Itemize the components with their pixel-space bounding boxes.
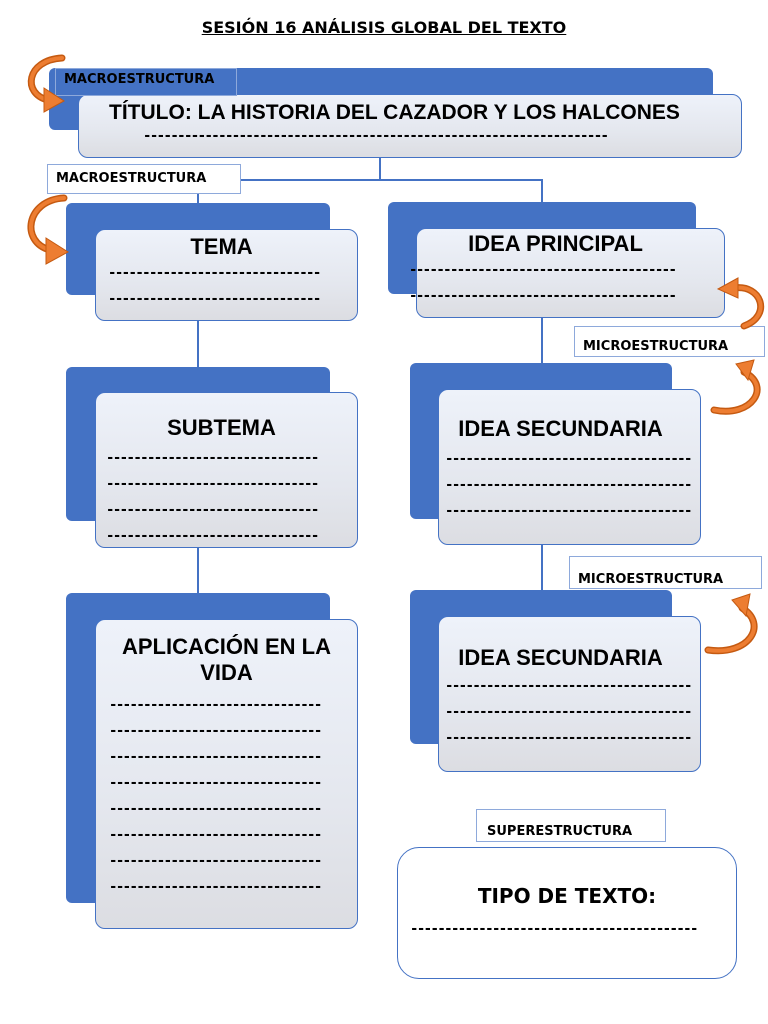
idea-principal-heading: IDEA PRINCIPAL — [468, 231, 643, 256]
aplicacion-heading-line-2: VIDA — [200, 660, 253, 685]
idea-principal-line-1: --------------------------------------- — [409, 262, 676, 278]
aplicacion-line-1: ------------------------------- — [109, 697, 321, 713]
aplicacion-line-6: ------------------------------- — [109, 827, 321, 843]
subtema-line-3: ------------------------------- — [106, 502, 318, 518]
title-box — [78, 94, 742, 158]
title-box-heading: TÍTULO: LA HISTORIA DEL CAZADOR Y LOS HALCONES — [109, 101, 680, 124]
subtema-line-1: ------------------------------- — [106, 450, 318, 466]
idea-secundaria-1-heading: IDEA SECUNDARIA — [458, 416, 663, 441]
tema-line-2: ------------------------------- — [108, 291, 320, 307]
idea-secundaria-1-line-3: ------------------------------------ — [445, 503, 691, 519]
idea-secundaria-1-box — [438, 389, 701, 545]
curved-arrow-icon-idea-principal — [712, 276, 768, 332]
tema-heading: TEMA — [190, 234, 253, 259]
aplicacion-line-4: ------------------------------- — [109, 775, 321, 791]
aplicacion-line-7: ------------------------------- — [109, 853, 321, 869]
idea-secundaria-2-line-1: ------------------------------------ — [445, 678, 691, 694]
subtema-heading: SUBTEMA — [167, 415, 276, 440]
aplicacion-line-3: ------------------------------- — [109, 749, 321, 765]
title-box-line: -------------------------------------------------------------------- — [143, 128, 608, 144]
tipo-texto-line: ------------------------------------------ — [410, 921, 697, 937]
aplicacion-line-2: ------------------------------- — [109, 723, 321, 739]
subtema-line-4: ------------------------------- — [106, 528, 318, 544]
aplicacion-heading-line-1: APLICACIÓN EN LA — [122, 634, 331, 659]
connector-horizontal-top — [197, 179, 542, 181]
idea-principal-box — [409, 228, 725, 318]
aplicacion-line-8: ------------------------------- — [109, 879, 321, 895]
macroestructura-top-label: MACROESTRUCTURA — [55, 68, 237, 96]
superestructura-label: SUPERESTRUCTURA — [476, 809, 666, 842]
tema-line-1: ------------------------------- — [108, 265, 320, 281]
idea-secundaria-2-line-3: ------------------------------------ — [445, 730, 691, 746]
microestructura-label-2: MICROESTRUCTURA — [569, 556, 762, 589]
connector-title-down — [379, 156, 381, 180]
connector-ip-is1 — [541, 318, 543, 364]
curved-arrow-icon-idea-secundaria-1 — [708, 356, 768, 422]
connector-tema-subtema — [197, 320, 199, 368]
curved-arrow-icon-idea-secundaria-2 — [702, 590, 764, 660]
subtema-line-2: ------------------------------- — [106, 476, 318, 492]
idea-secundaria-2-heading: IDEA SECUNDARIA — [458, 645, 663, 670]
connector-subtema-aplicacion — [197, 547, 199, 595]
tema-box — [95, 229, 358, 321]
subtema-box — [95, 392, 358, 548]
tipo-texto-box — [397, 847, 737, 979]
page-title: SESIÓN 16 ANÁLISIS GLOBAL DEL TEXTO — [201, 18, 567, 37]
macroestructura-left-label: MACROESTRUCTURA — [47, 164, 241, 194]
tipo-texto-heading: TIPO DE TEXTO: — [477, 884, 657, 908]
connector-is1-is2 — [541, 545, 543, 591]
idea-principal-line-2: --------------------------------------- — [409, 288, 676, 304]
aplicacion-box — [95, 619, 358, 929]
idea-secundaria-2-line-2: ------------------------------------ — [445, 704, 691, 720]
aplicacion-line-5: ------------------------------- — [109, 801, 321, 817]
idea-secundaria-1-line-2: ------------------------------------ — [445, 477, 691, 493]
microestructura-label-1: MICROESTRUCTURA — [574, 326, 765, 357]
idea-secundaria-1-line-1: ------------------------------------ — [445, 451, 691, 467]
idea-secundaria-2-box — [438, 616, 701, 772]
curved-arrow-icon-top-left — [18, 54, 78, 124]
curved-arrow-icon-left-tema — [18, 192, 78, 272]
